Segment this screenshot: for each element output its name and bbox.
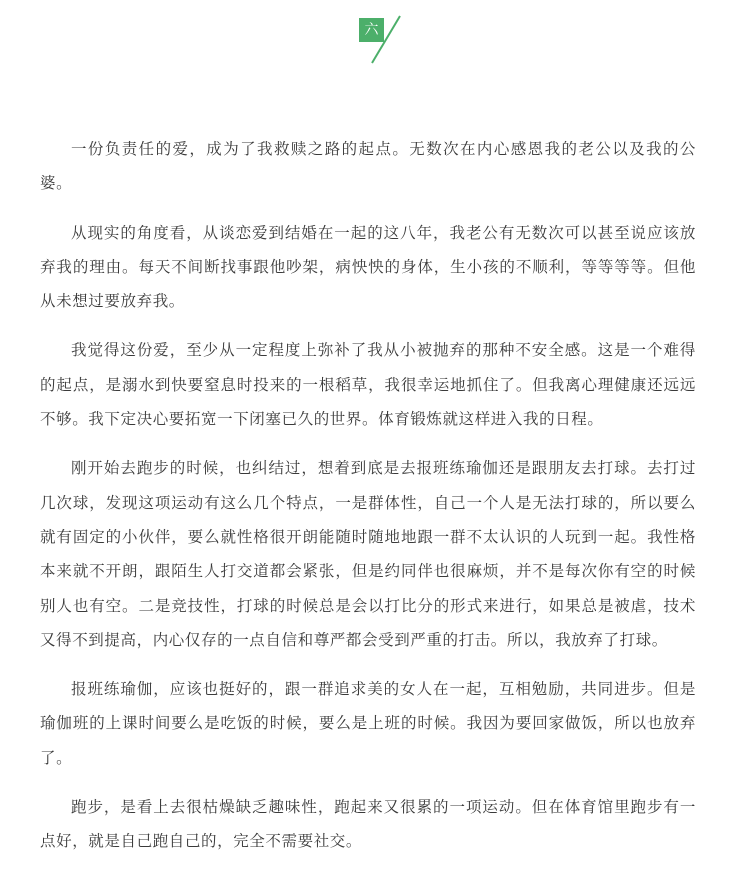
paragraph: 跑步，是看上去很枯燥缺乏趣味性，跑起来又很累的一项运动。但在体育馆里跑步有一点好，就是自己跑自己的，完全不需要社交。	[40, 798, 696, 851]
paragraph: 刚开始去跑步的时候，也纠结过，想着到底是去报班练瑜伽还是跟朋友去打球。去打过几次球，发现这项运动有这么几个特点，一是群体性，自己一个人是无法打球的，所以要么就有固定的小伙伴，要么就性格很开朗能随时随地地跟一群不太认识的人玩到一起。我性格本来就不开朗，跟陌生人打交道都会紧张，但是约同伴也很麻烦，并不是每次你有空的时候别人也有空。二是竞技性，打球的时候总是会以打比分的形式来进行，如果总是被虐，技术又得不到提高，内心仅存的一点自信和尊严都会受到严重的打击。所以，我放弃了打球。	[40, 459, 696, 649]
paragraph: 一份负责任的爱，成为了我救赎之路的起点。无数次在内心感恩我的老公以及我的公婆。	[40, 140, 696, 193]
paragraph: 我觉得这份爱，至少从一定程度上弥补了我从小被抛弃的那种不安全感。这是一个难得的起点，是溺水到快要窒息时投来的一根稻草，我很幸运地抓住了。但我离心理健康还远远不够。我下定决心要拓宽一下闭塞已久的世界。体育锻炼就这样进入我的日程。	[40, 341, 696, 429]
section-divider-slash	[368, 14, 404, 66]
article-body	[40, 132, 696, 874]
paragraph: 报班练瑜伽，应该也挺好的，跟一群追求美的女人在一起，互相勉励，共同进步。但是瑜伽班的上课时间要么是吃饭的时候，要么是上班的时候。我因为要回家做饭，所以也放弃了。	[40, 680, 696, 767]
section-number-badge: 六	[359, 18, 384, 42]
section-header	[0, 0, 734, 80]
paragraph: 从现实的角度看，从谈恋爱到结婚在一起的这八年，我老公有无数次可以甚至说应该放弃我的理由。每天不间断找事跟他吵架，病怏怏的身体，生小孩的不顺利，等等等等。但他从未想过要放弃我。	[40, 223, 696, 311]
